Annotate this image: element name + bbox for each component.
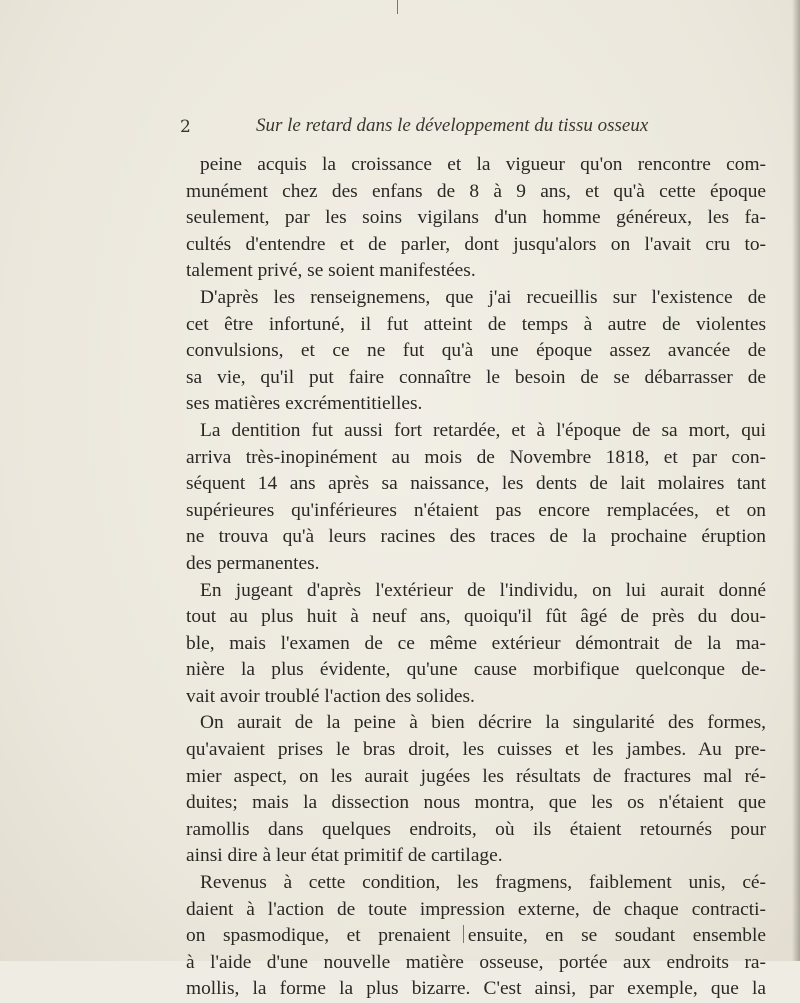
text-line: ramollis dans quelques endroits, où ils étaient retournés pour — [186, 818, 766, 840]
page-edge-shadow — [792, 0, 800, 961]
text-line: cultés d'entendre et de parler, dont jusqu'alors on l'avait cru to- — [186, 233, 766, 255]
text-line: ble, mais l'examen de ce même extérieur démontrait de la ma- — [186, 632, 766, 654]
text-line: ainsi dire à leur état primitif de cartilage. — [186, 845, 503, 867]
text-line: qu'avaient prises le bras droit, les cuisses et les jambes. Au pre- — [186, 739, 766, 761]
text-line: cet être infortuné, il fut atteint de temps à autre de violentes — [186, 313, 766, 335]
text-line: Revenus à cette condition, les fragmens, faiblement unis, cé- — [200, 872, 766, 894]
text-line: D'après les renseignemens, que j'ai recueillis sur l'existence de — [200, 286, 766, 308]
text-line: convulsions, et ce ne fut qu'à une époque assez avancée de — [186, 340, 766, 362]
text-line: mollis, la forme la plus bizarre. C'est ainsi, par exemple, que la — [186, 978, 766, 1000]
text-line: En jugeant d'après l'extérieur de l'individu, on lui aurait donné — [200, 579, 766, 601]
text-line: seulement, par les soins vigilans d'un homme généreux, les fa- — [186, 207, 766, 229]
text-line: on spasmodique, et prenaient ensuite, en se soudant ensemble — [186, 925, 766, 947]
scan-speck — [397, 0, 398, 14]
text-line: mier aspect, on les aurait jugées les résultats de fractures mal ré- — [186, 765, 766, 787]
text-line: vait avoir troublé l'action des solides. — [186, 685, 475, 707]
page-header — [0, 111, 800, 141]
paragraph — [186, 418, 766, 578]
text-line: daient à l'action de toute impression externe, de chaque contracti- — [186, 898, 766, 920]
text-line: sa vie, qu'il put faire connaître le besoin de se débarrasser de — [186, 366, 766, 388]
text-line: séquent 14 ans après sa naissance, les dents de lait molaires tant — [186, 473, 766, 495]
body-text — [186, 152, 766, 1003]
text-line: des permanentes. — [186, 552, 320, 574]
text-line: talement privé, se soient manifestées. — [186, 260, 476, 282]
text-line: On aurait de la peine à bien décrire la singularité des formes, — [200, 712, 766, 734]
running-title: Sur le retard dans le développement du tissu osseux — [256, 115, 649, 136]
text-line: peine acquis la croissance et la vigueur qu'on rencontre com- — [200, 154, 766, 175]
page-number: 2 — [180, 117, 191, 137]
paragraph — [186, 710, 766, 870]
paragraph — [186, 578, 766, 711]
text-line: nière la plus évidente, qu'une cause morbifique quelconque de- — [186, 659, 766, 681]
text-line: à l'aide d'une nouvelle matière osseuse, portée aux endroits ra- — [186, 951, 766, 973]
text-line: La dentition fut aussi fort retardée, et à l'époque de sa mort, qui — [200, 419, 766, 441]
text-line: ne trouva qu'à leurs racines des traces de la prochaine éruption — [186, 526, 766, 548]
text-line: tout au plus huit à neuf ans, quoiqu'il fût âgé de près du dou- — [186, 606, 766, 628]
paragraph — [186, 285, 766, 418]
text-line: supérieures qu'inférieures n'étaient pas encore remplacées, et on — [186, 499, 766, 521]
paragraph — [186, 152, 766, 285]
text-line: munément chez des enfans de 8 à 9 ans, et qu'à cette époque — [186, 180, 766, 202]
text-line: duites; mais la dissection nous montra, que les os n'étaient que — [186, 792, 766, 814]
text-line: arriva très-inopinément au mois de Novembre 1818, et par con- — [186, 446, 766, 468]
text-line: ses matières excrémentitielles. — [186, 393, 423, 415]
paragraph — [186, 870, 766, 1003]
